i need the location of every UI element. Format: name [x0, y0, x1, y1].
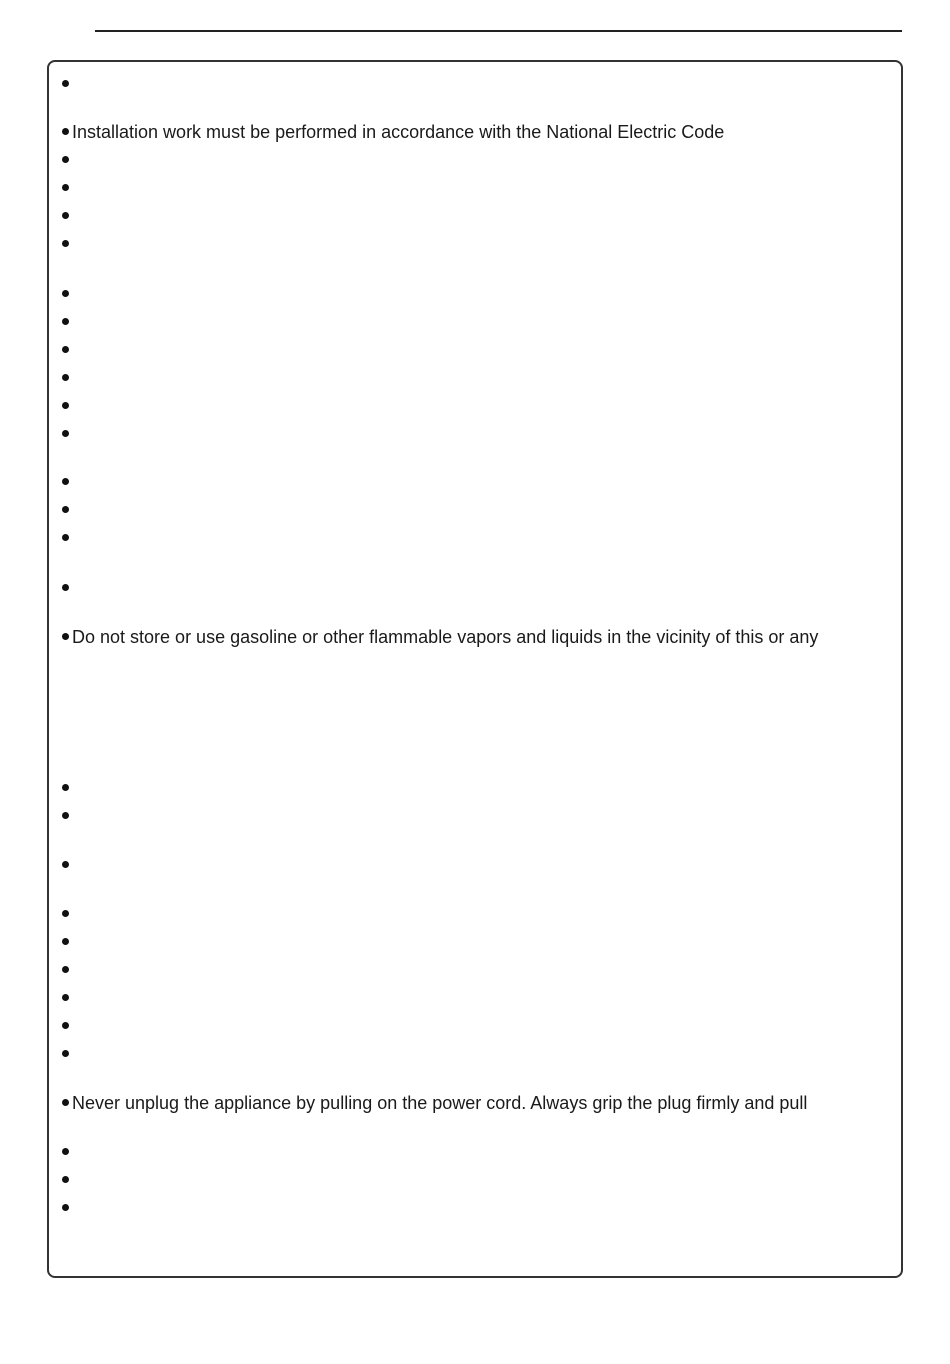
- bullet-icon: [62, 1022, 69, 1029]
- list-item: [62, 528, 72, 548]
- bullet-icon: [62, 212, 69, 219]
- list-item: [62, 122, 724, 142]
- list-item: [62, 1093, 807, 1113]
- bullet-icon: [62, 938, 69, 945]
- list-item: [62, 74, 72, 94]
- bullet-icon: [62, 374, 69, 381]
- list-item-text: Never unplug the appliance by pulling on the power cord. Always grip the plug firmly and pull: [72, 1093, 808, 1113]
- bullet-icon: [62, 430, 69, 437]
- list-item: [62, 424, 72, 444]
- list-item: [62, 178, 72, 198]
- bullet-icon: [62, 1204, 69, 1211]
- bullet-icon: [62, 318, 69, 325]
- bullet-icon: [62, 156, 69, 163]
- bullet-icon: [62, 290, 69, 297]
- bullet-icon: [62, 861, 69, 868]
- bullet-icon: [62, 184, 69, 191]
- bullet-icon: [62, 534, 69, 541]
- list-item: [62, 806, 72, 826]
- list-item: [62, 1170, 72, 1190]
- list-item: [62, 150, 72, 170]
- list-item: [62, 1016, 72, 1036]
- bullet-icon: [62, 812, 69, 819]
- list-item: [62, 1142, 72, 1162]
- bullet-icon: [62, 80, 69, 87]
- list-item: [62, 340, 72, 360]
- list-item: [62, 500, 72, 520]
- bullet-icon: [62, 506, 69, 513]
- list-item: [62, 855, 72, 875]
- list-item: [62, 778, 72, 798]
- bullet-icon: [62, 910, 69, 917]
- list-item: [62, 284, 72, 304]
- bullet-icon: [62, 1176, 69, 1183]
- bullet-icon: [62, 584, 69, 591]
- bullet-icon: [62, 240, 69, 247]
- bullet-icon: [62, 633, 69, 640]
- bullet-icon: [62, 966, 69, 973]
- bullet-icon: [62, 346, 69, 353]
- list-item: [62, 627, 818, 647]
- list-item: [62, 1044, 72, 1064]
- list-item: [62, 932, 72, 952]
- list-item: [62, 988, 72, 1008]
- list-item: [62, 578, 72, 598]
- list-item: [62, 472, 72, 492]
- list-item-text: Installation work must be performed in accordance with the National Electric Code: [72, 122, 725, 142]
- list-item: [62, 396, 72, 416]
- bullet-icon: [62, 784, 69, 791]
- bullet-icon: [62, 402, 69, 409]
- list-item: [62, 960, 72, 980]
- list-item: [62, 312, 72, 332]
- list-item: [62, 234, 72, 254]
- bullet-icon: [62, 478, 69, 485]
- list-item: [62, 206, 72, 226]
- list-item: [62, 904, 72, 924]
- bullet-icon: [62, 1050, 69, 1057]
- header-rule: [95, 30, 902, 32]
- bullet-icon: [62, 1148, 69, 1155]
- bullet-icon: [62, 128, 69, 135]
- bullet-icon: [62, 1099, 69, 1106]
- list-item: [62, 1198, 72, 1218]
- list-item-text: Do not store or use gasoline or other flammable vapors and liquids in the vicinity of this or any: [72, 627, 819, 647]
- bullet-icon: [62, 994, 69, 1001]
- list-item: [62, 368, 72, 388]
